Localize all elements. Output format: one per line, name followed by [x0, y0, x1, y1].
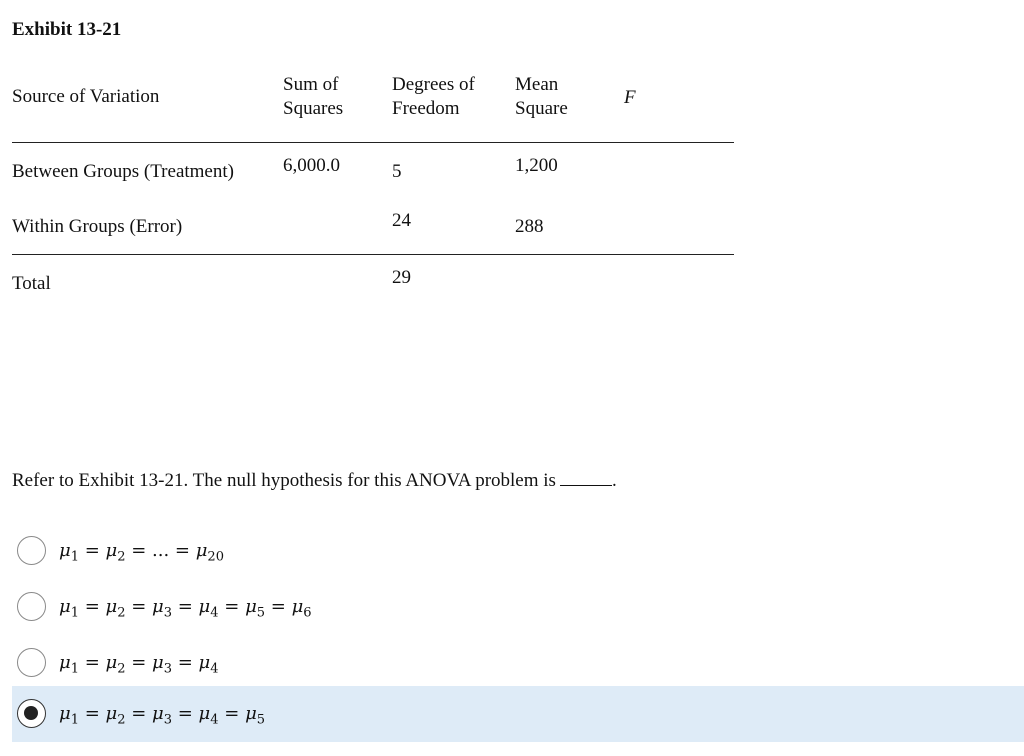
row-degrees-of-freedom: 29 — [392, 267, 411, 288]
option-label: $\mu_1 = \mu_2 = \mu_3 = \mu_4 = \mu_5$ — [59, 703, 266, 728]
exhibit-title: Exhibit 13-21 — [12, 19, 122, 40]
row-source: Within Groups (Error) — [12, 216, 183, 237]
total-rule — [12, 254, 734, 255]
header-degrees-of-freedom: Degrees of Freedom — [392, 74, 475, 119]
option-row[interactable] — [12, 527, 1024, 577]
question-text: Refer to Exhibit 13-21. The null hypothesis for this ANOVA problem is . — [12, 470, 617, 491]
row-sum-of-squares: 6,000.0 — [283, 155, 340, 176]
radio-button[interactable] — [17, 536, 46, 565]
header-mean-square: Mean Square — [515, 74, 568, 119]
radio-button[interactable] — [17, 648, 46, 677]
option-row[interactable] — [12, 583, 1024, 633]
row-mean-square: 288 — [515, 216, 544, 237]
anova-table — [12, 70, 734, 300]
header-sum-of-squares: Sum of Squares — [283, 74, 344, 119]
row-degrees-of-freedom: 5 — [392, 161, 402, 182]
row-mean-square: 1,200 — [515, 155, 558, 176]
radio-button-checked[interactable] — [17, 699, 46, 728]
option-label: $\mu_1 = \mu_2 = \mu_3 = \mu_4 = \mu_5 = \mu_6$ — [59, 596, 312, 621]
header-f: F — [624, 87, 636, 108]
row-degrees-of-freedom: 24 — [392, 210, 411, 231]
option-row-selected[interactable] — [12, 686, 1024, 742]
option-label: $\mu_1 = \mu_2$ = ... = $\mu_{20}$ — [59, 540, 224, 565]
option-row[interactable] — [12, 639, 1024, 689]
option-label: $\mu_1 = \mu_2 = \mu_3 = \mu_4$ — [59, 652, 219, 677]
row-source: Total — [12, 273, 51, 294]
radio-button[interactable] — [17, 592, 46, 621]
radio-dot-icon — [24, 706, 38, 720]
answer-blank — [560, 471, 612, 486]
row-source: Between Groups (Treatment) — [12, 161, 234, 182]
header-source: Source of Variation — [12, 86, 160, 107]
header-rule — [12, 142, 734, 143]
